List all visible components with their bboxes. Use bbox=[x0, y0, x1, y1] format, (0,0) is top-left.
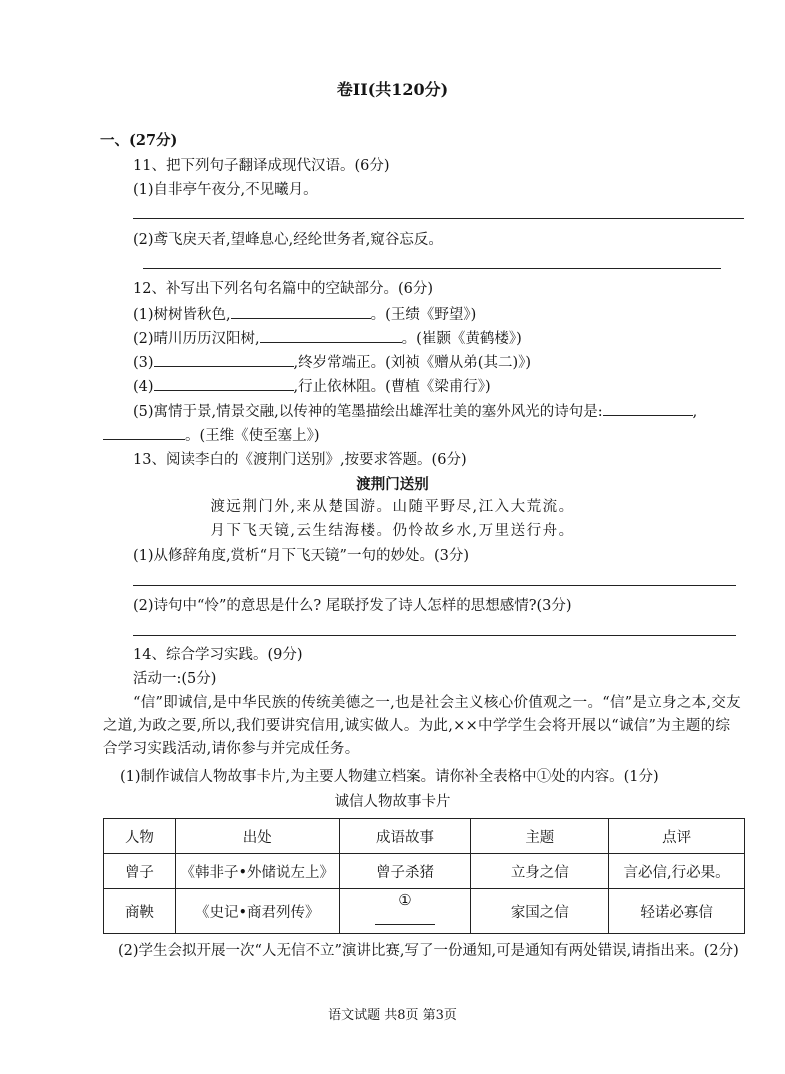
q13-stem: 13、阅读李白的《渡荆门送别》,按要求答题。(6分) bbox=[133, 452, 467, 468]
page-footer: 语文试题 共8页 第3页 bbox=[328, 1008, 457, 1023]
table-cell: 曾子 bbox=[104, 854, 176, 889]
poem-line: 月下飞天镜,云生结海楼。仍怜故乡水,万里送行舟。 bbox=[210, 523, 575, 539]
section-heading: 一、(27分) bbox=[100, 132, 178, 149]
poem-title: 渡荆门送别 bbox=[356, 476, 429, 493]
answer-line bbox=[133, 585, 736, 586]
q12-line-3: (3) ,终岁常端正。(刘祯《赠从弟(其二)》) bbox=[133, 352, 531, 373]
activity-label: 活动一:(5分) bbox=[133, 671, 217, 687]
poem-line: 渡远荆门外,来从楚国游。山随平野尽,江入大荒流。 bbox=[210, 499, 575, 515]
q11-stem: 11、把下列句子翻译成现代汉语。(6分) bbox=[133, 158, 390, 174]
table-cell: 商鞅 bbox=[104, 889, 176, 934]
q12-line-2: (2)晴川历历汉阳树, 。(崔颢《黄鹤楼》) bbox=[133, 328, 522, 349]
q12-stem: 12、补写出下列名句名篇中的空缺部分。(6分) bbox=[133, 281, 433, 297]
answer-line bbox=[143, 268, 721, 269]
answer-line bbox=[133, 635, 736, 636]
table-cell: 《韩非子•外储说左上》 bbox=[175, 854, 339, 889]
q13-sub-1: (1)从修辞角度,赏析“月下飞天镜”一句的妙处。(3分) bbox=[133, 548, 470, 564]
table-header-cell: 点评 bbox=[609, 819, 745, 854]
table-cell: 立身之信 bbox=[471, 854, 609, 889]
table-header-cell: 出处 bbox=[175, 819, 339, 854]
table-row bbox=[104, 854, 745, 889]
table-cell: 言必信,行必果。 bbox=[609, 854, 745, 889]
table-cell: 轻诺必寡信 bbox=[609, 889, 745, 934]
activity-intro: “信”即诚信,是中华民族的传统美德之一,也是社会主义核心价值观之一。“信”是立身之本,交友之道,为政之要,所以,我们要讲究信用,诚实做人。为此,××中学学生会将开展以“诚信”为主题的综合学习实践活动,请你参与并完成任务。 bbox=[103, 695, 741, 757]
table-title: 诚信人物故事卡片 bbox=[334, 794, 451, 810]
q12-line-1: (1)树树皆秋色, 。(王绩《野望》) bbox=[133, 304, 476, 325]
circled-marker: ① bbox=[398, 891, 412, 909]
answer-blank[interactable] bbox=[375, 891, 435, 927]
table-cell-blank[interactable] bbox=[339, 889, 471, 934]
fill-blank[interactable] bbox=[154, 376, 294, 391]
q12-line-5-cont: 。(王维《使至塞上》) bbox=[103, 425, 320, 446]
q14-sub-1: (1)制作诚信人物故事卡片,为主要人物建立档案。请你补全表格中①处的内容。(1分) bbox=[120, 769, 659, 785]
table-cell: 《史记•商君列传》 bbox=[175, 889, 339, 934]
q13-sub-2: (2)诗句中“怜”的意思是什么? 尾联抒发了诗人怎样的思想感情?(3分) bbox=[133, 598, 572, 614]
table-header-cell: 人物 bbox=[104, 819, 176, 854]
story-card-table bbox=[103, 818, 745, 934]
answer-line bbox=[133, 218, 744, 219]
fill-blank[interactable] bbox=[260, 328, 402, 343]
q12-line-4: (4) ,行止依林阻。(曹植《梁甫行》) bbox=[133, 376, 491, 397]
table-cell: 曾子杀猪 bbox=[339, 854, 471, 889]
fill-blank[interactable] bbox=[154, 352, 294, 367]
table-header-row bbox=[104, 819, 745, 854]
table-row bbox=[104, 889, 745, 934]
fill-blank[interactable] bbox=[231, 304, 371, 319]
q14-stem: 14、综合学习实践。(9分) bbox=[133, 647, 303, 663]
page-title: 卷II(共120分) bbox=[336, 80, 449, 99]
table-cell: 家国之信 bbox=[471, 889, 609, 934]
table-header-cell: 成语故事 bbox=[339, 819, 471, 854]
q12-line-5: (5)寓情于景,情景交融,以传神的笔墨描绘出雄浑壮美的塞外风光的诗句是: , bbox=[133, 401, 697, 422]
answer-line bbox=[375, 924, 435, 925]
q11-sentence-2: (2)鸢飞戾天者,望峰息心,经纶世务者,窥谷忘反。 bbox=[133, 232, 443, 248]
fill-blank[interactable] bbox=[103, 425, 185, 440]
q11-sentence-1: (1)自非亭午夜分,不见曦月。 bbox=[133, 182, 318, 198]
table-header-cell: 主题 bbox=[471, 819, 609, 854]
fill-blank[interactable] bbox=[603, 401, 693, 416]
q14-sub-2: (2)学生会拟开展一次“人无信不立”演讲比赛,写了一份通知,可是通知有两处错误,请指出来。(2分) bbox=[118, 943, 739, 959]
